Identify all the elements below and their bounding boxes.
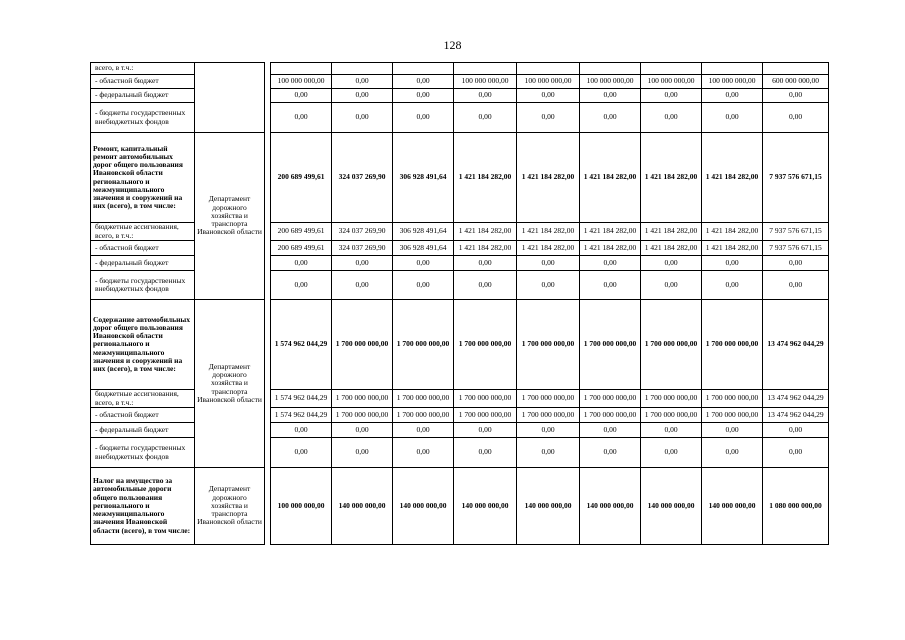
value-cell: 1 421 184 282,00: [580, 241, 641, 256]
value-cell: 0,00: [454, 89, 517, 103]
value-cell: 0,00: [271, 438, 332, 468]
value-cell: 100 000 000,00: [702, 75, 763, 89]
value-cell: 0,00: [580, 271, 641, 300]
value-cell: 0,00: [332, 271, 393, 300]
value-cell: 1 700 000 000,00: [517, 390, 580, 408]
value-cell: 100 000 000,00: [271, 75, 332, 89]
value-cell: 0,00: [517, 256, 580, 271]
value-cell: 140 000 000,00: [641, 468, 702, 545]
row-name: бюджетные ассигнования, всего, в т.ч.:: [91, 223, 195, 241]
value-cell: 0,00: [763, 103, 829, 133]
value-cell: 140 000 000,00: [517, 468, 580, 545]
value-cell: 0,00: [393, 271, 454, 300]
value-cell: [393, 63, 454, 75]
value-cell: 0,00: [763, 89, 829, 103]
department-cell: [195, 63, 265, 75]
department-cell: [195, 89, 265, 103]
value-cell: 0,00: [393, 75, 454, 89]
value-cell: 200 689 499,61: [271, 241, 332, 256]
value-cell: 0,00: [641, 89, 702, 103]
value-cell: 324 037 269,90: [332, 223, 393, 241]
value-cell: 1 700 000 000,00: [580, 390, 641, 408]
department-cell: [195, 103, 265, 133]
value-cell: 0,00: [702, 89, 763, 103]
value-cell: 0,00: [641, 423, 702, 438]
value-cell: 0,00: [763, 423, 829, 438]
department-cell: Департамент дорожного хозяйства и транспорта Ивановской области: [195, 133, 265, 300]
department-cell: [195, 75, 265, 89]
value-cell: 0,00: [332, 89, 393, 103]
value-cell: 0,00: [393, 89, 454, 103]
table-row: [91, 300, 829, 390]
value-cell: 0,00: [702, 103, 763, 133]
value-cell: 1 421 184 282,00: [641, 241, 702, 256]
value-cell: 1 700 000 000,00: [702, 408, 763, 423]
value-cell: 0,00: [271, 103, 332, 133]
value-cell: 1 700 000 000,00: [517, 300, 580, 390]
value-cell: 7 937 576 671,15: [763, 133, 829, 223]
row-name: - областной бюджет: [91, 75, 195, 89]
value-cell: 1 700 000 000,00: [641, 390, 702, 408]
value-cell: [702, 63, 763, 75]
value-cell: 0,00: [641, 103, 702, 133]
value-cell: 0,00: [393, 438, 454, 468]
value-cell: 1 421 184 282,00: [641, 223, 702, 241]
value-cell: 1 700 000 000,00: [580, 300, 641, 390]
row-name: - федеральный бюджет: [91, 256, 195, 271]
value-cell: 13 474 962 044,29: [763, 300, 829, 390]
value-cell: [763, 63, 829, 75]
table-body: [91, 63, 829, 545]
value-cell: 0,00: [393, 103, 454, 133]
value-cell: 1 421 184 282,00: [454, 133, 517, 223]
value-cell: 100 000 000,00: [454, 75, 517, 89]
value-cell: 1 421 184 282,00: [702, 241, 763, 256]
value-cell: 0,00: [271, 271, 332, 300]
value-cell: 1 700 000 000,00: [702, 390, 763, 408]
value-cell: 140 000 000,00: [580, 468, 641, 545]
value-cell: 0,00: [454, 271, 517, 300]
value-cell: 1 700 000 000,00: [332, 390, 393, 408]
value-cell: 1 700 000 000,00: [580, 408, 641, 423]
value-cell: 100 000 000,00: [517, 75, 580, 89]
row-name: Ремонт, капитальный ремонт автомобильных дорог общего пользования Ивановской области регионального и межмуниципального значения и сооружений на них (всего), в том числе:: [91, 133, 195, 223]
value-cell: 0,00: [517, 423, 580, 438]
value-cell: 0,00: [332, 103, 393, 133]
value-cell: 0,00: [393, 256, 454, 271]
value-cell: 0,00: [271, 423, 332, 438]
value-cell: 1 421 184 282,00: [517, 133, 580, 223]
value-cell: 1 700 000 000,00: [517, 408, 580, 423]
value-cell: 13 474 962 044,29: [763, 408, 829, 423]
value-cell: 0,00: [702, 423, 763, 438]
table-row: [91, 103, 829, 133]
value-cell: 1 700 000 000,00: [641, 300, 702, 390]
value-cell: 140 000 000,00: [393, 468, 454, 545]
table-row: [91, 133, 829, 223]
value-cell: 1 700 000 000,00: [393, 408, 454, 423]
value-cell: 1 574 962 044,29: [271, 390, 332, 408]
budget-table: [90, 62, 829, 545]
value-cell: 1 700 000 000,00: [332, 408, 393, 423]
value-cell: 140 000 000,00: [702, 468, 763, 545]
value-cell: 0,00: [517, 438, 580, 468]
value-cell: 0,00: [763, 271, 829, 300]
value-cell: [332, 63, 393, 75]
value-cell: 13 474 962 044,29: [763, 390, 829, 408]
value-cell: 0,00: [332, 423, 393, 438]
row-name: - бюджеты государственных внебюджетных фондов: [91, 271, 195, 300]
value-cell: 600 000 000,00: [763, 75, 829, 89]
department-cell: Департамент дорожного хозяйства и транспорта Ивановской области: [195, 468, 265, 545]
value-cell: 1 421 184 282,00: [580, 223, 641, 241]
value-cell: 1 700 000 000,00: [702, 300, 763, 390]
value-cell: [454, 63, 517, 75]
value-cell: 1 421 184 282,00: [641, 133, 702, 223]
value-cell: 0,00: [702, 271, 763, 300]
value-cell: [517, 63, 580, 75]
value-cell: 1 700 000 000,00: [332, 300, 393, 390]
row-name: - бюджеты государственных внебюджетных фондов: [91, 438, 195, 468]
value-cell: 1 421 184 282,00: [580, 133, 641, 223]
value-cell: 1 700 000 000,00: [454, 390, 517, 408]
row-name: бюджетные ассигнования, всего, в т.ч.:: [91, 390, 195, 408]
value-cell: 0,00: [641, 271, 702, 300]
value-cell: 1 700 000 000,00: [454, 408, 517, 423]
value-cell: 0,00: [763, 438, 829, 468]
value-cell: 0,00: [580, 423, 641, 438]
value-cell: 7 937 576 671,15: [763, 223, 829, 241]
row-name: - бюджеты государственных внебюджетных фондов: [91, 103, 195, 133]
row-name: - областной бюджет: [91, 241, 195, 256]
value-cell: 1 574 962 044,29: [271, 408, 332, 423]
value-cell: 306 928 491,64: [393, 223, 454, 241]
value-cell: 1 421 184 282,00: [454, 223, 517, 241]
page-number: 128: [443, 38, 462, 52]
value-cell: 0,00: [641, 438, 702, 468]
row-name: - областной бюджет: [91, 408, 195, 423]
value-cell: 1 421 184 282,00: [702, 133, 763, 223]
value-cell: 0,00: [641, 256, 702, 271]
row-name: - федеральный бюджет: [91, 89, 195, 103]
value-cell: [641, 63, 702, 75]
row-name: всего, в т.ч.:: [91, 63, 195, 75]
value-cell: 100 000 000,00: [271, 468, 332, 545]
value-cell: 306 928 491,64: [393, 133, 454, 223]
value-cell: 0,00: [702, 256, 763, 271]
value-cell: 306 928 491,64: [393, 241, 454, 256]
value-cell: 0,00: [454, 256, 517, 271]
value-cell: 200 689 499,61: [271, 133, 332, 223]
value-cell: 7 937 576 671,15: [763, 241, 829, 256]
value-cell: 0,00: [580, 438, 641, 468]
value-cell: 1 700 000 000,00: [393, 300, 454, 390]
value-cell: 1 421 184 282,00: [517, 223, 580, 241]
value-cell: 1 080 000 000,00: [763, 468, 829, 545]
value-cell: 0,00: [702, 438, 763, 468]
value-cell: 140 000 000,00: [454, 468, 517, 545]
value-cell: 324 037 269,90: [332, 241, 393, 256]
value-cell: 0,00: [454, 438, 517, 468]
table-row: [91, 63, 829, 75]
value-cell: 0,00: [332, 256, 393, 271]
value-cell: 1 574 962 044,29: [271, 300, 332, 390]
value-cell: 140 000 000,00: [332, 468, 393, 545]
value-cell: 0,00: [393, 423, 454, 438]
row-name: - федеральный бюджет: [91, 423, 195, 438]
table-row: [91, 75, 829, 89]
value-cell: 1 421 184 282,00: [454, 241, 517, 256]
value-cell: 1 700 000 000,00: [393, 390, 454, 408]
value-cell: 100 000 000,00: [580, 75, 641, 89]
value-cell: 1 700 000 000,00: [641, 408, 702, 423]
value-cell: 0,00: [517, 103, 580, 133]
value-cell: 324 037 269,90: [332, 133, 393, 223]
value-cell: 1 421 184 282,00: [517, 241, 580, 256]
value-cell: 1 700 000 000,00: [454, 300, 517, 390]
value-cell: 0,00: [332, 75, 393, 89]
table-row: [91, 89, 829, 103]
row-name: Налог на имущество за автомобильные дороги общего пользования регионального и межмуниципального значения Ивановской области (всего), в том числе:: [91, 468, 195, 545]
department-cell: Департамент дорожного хозяйства и транспорта Ивановской области: [195, 300, 265, 468]
value-cell: 0,00: [271, 89, 332, 103]
value-cell: 0,00: [271, 256, 332, 271]
value-cell: 0,00: [454, 103, 517, 133]
value-cell: [271, 63, 332, 75]
value-cell: 0,00: [580, 256, 641, 271]
value-cell: 0,00: [580, 103, 641, 133]
value-cell: 1 421 184 282,00: [702, 223, 763, 241]
row-name: Содержание автомобильных дорог общего пользования Ивановской области регионального и межмуниципального значения и сооружений на них (всего), в том числе:: [91, 300, 195, 390]
value-cell: 200 689 499,61: [271, 223, 332, 241]
value-cell: 0,00: [332, 438, 393, 468]
value-cell: 0,00: [454, 423, 517, 438]
value-cell: 0,00: [580, 89, 641, 103]
table-row: [91, 468, 829, 545]
value-cell: 0,00: [517, 271, 580, 300]
value-cell: 0,00: [517, 89, 580, 103]
value-cell: 100 000 000,00: [641, 75, 702, 89]
value-cell: [580, 63, 641, 75]
value-cell: 0,00: [763, 256, 829, 271]
